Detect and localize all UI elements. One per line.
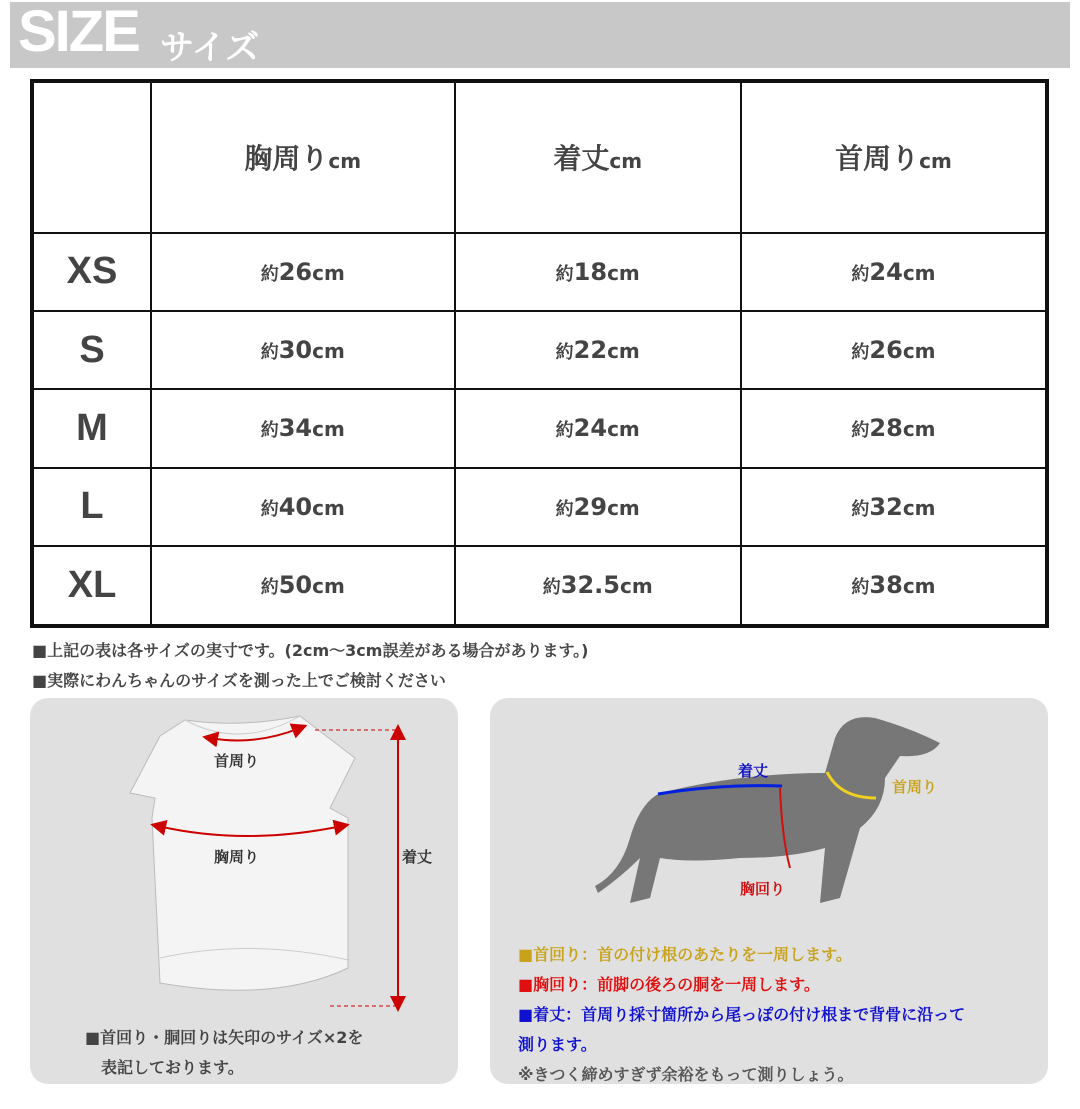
measure-instruction: 測ります。 <box>518 1035 597 1054</box>
measurement-cell: 約38cm <box>741 546 1047 626</box>
shirt-note-2: 表記しております。 <box>101 1058 244 1077</box>
measure-instruction: ■着丈：首周り採寸箇所から尾っぽの付け根まで背骨に沿って <box>518 1005 966 1024</box>
measurement-cell: 約24cm <box>455 389 741 467</box>
col-length: 着丈cm <box>455 81 741 233</box>
size-label: XL <box>32 546 151 626</box>
corner-cell <box>32 81 151 233</box>
measurement-cell: 約32cm <box>741 468 1047 546</box>
dog-panel <box>490 698 1048 1084</box>
measure-instruction: ■胸回り：前脚の後ろの胴を一周します。 <box>518 975 820 994</box>
col-chest: 胸周りcm <box>151 81 455 233</box>
table-row <box>32 311 1047 389</box>
col-neck: 首周りcm <box>741 81 1047 233</box>
size-table <box>30 79 1049 628</box>
measurement-cell: 約29cm <box>455 468 741 546</box>
measurement-cell: 約34cm <box>151 389 455 467</box>
table-row <box>32 389 1047 467</box>
measurement-cell: 約50cm <box>151 546 455 626</box>
table-row <box>32 546 1047 626</box>
measure-instruction: ■首回り：首の付け根のあたりを一周します。 <box>518 945 852 964</box>
shirt-note-1: ■首回り・胴回りは矢印のサイズ×2を <box>85 1028 364 1047</box>
table-header-row <box>32 81 1047 233</box>
size-label: S <box>32 311 151 389</box>
measurement-cell: 約22cm <box>455 311 741 389</box>
size-label: M <box>32 389 151 467</box>
shirt-length-label: 着丈 <box>402 848 433 866</box>
size-label: L <box>32 468 151 546</box>
shirt-chest-label: 胸周り <box>214 848 260 866</box>
note-1: ■上記の表は各サイズの実寸です。(2cm〜3cm誤差がある場合があります。) <box>32 641 589 660</box>
shirt-neck-label: 首周り <box>214 752 260 770</box>
size-header <box>10 2 1070 68</box>
measurement-cell: 約26cm <box>741 311 1047 389</box>
measurement-cell: 約26cm <box>151 233 455 311</box>
note-2: ■実際にわんちゃんのサイズを測った上でご検討ください <box>32 671 446 690</box>
size-title: SIZE <box>18 0 139 64</box>
measurement-cell: 約30cm <box>151 311 455 389</box>
shirt-panel <box>30 698 458 1084</box>
measurement-cell: 約32.5cm <box>455 546 741 626</box>
dog-chest-label: 胸回り <box>740 880 786 898</box>
notes <box>32 636 588 696</box>
table-row <box>32 233 1047 311</box>
table-row <box>32 468 1047 546</box>
measurement-cell: 約28cm <box>741 389 1047 467</box>
dog-length-label: 着丈 <box>738 762 769 780</box>
size-subtitle: サイズ <box>160 28 260 68</box>
dog-neck-label: 首周り <box>892 778 938 796</box>
measurement-cell: 約24cm <box>741 233 1047 311</box>
measurement-cell: 約40cm <box>151 468 455 546</box>
measurement-cell: 約18cm <box>455 233 741 311</box>
size-label: XS <box>32 233 151 311</box>
measure-instruction: ※きつく締めすぎず余裕をもって測りしょう。 <box>518 1065 854 1084</box>
